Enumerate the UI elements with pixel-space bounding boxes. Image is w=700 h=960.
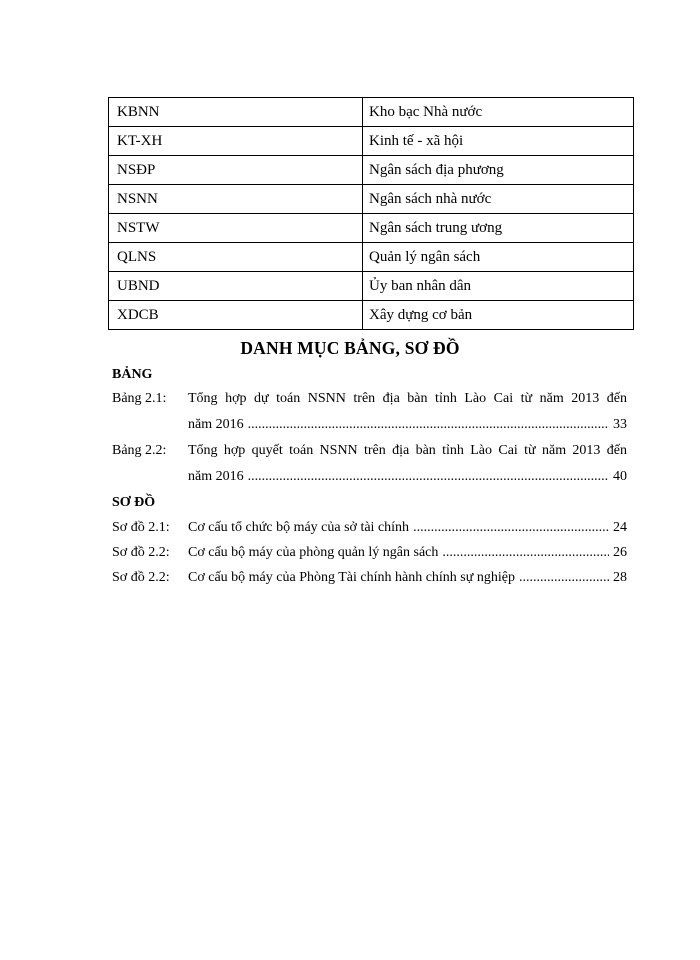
- abbreviation-code: NSĐP: [109, 156, 363, 185]
- abbreviation-code: NSTW: [109, 214, 363, 243]
- toc-leader-dots: [442, 545, 609, 561]
- toc-leader-dots: [413, 520, 609, 536]
- table-row: [109, 214, 634, 243]
- table-row: [109, 98, 634, 127]
- abbreviation-meaning: Xây dựng cơ bản: [363, 301, 634, 330]
- table-row: [109, 301, 634, 330]
- table-row: [109, 156, 634, 185]
- toc-leader-dots: [248, 417, 609, 433]
- abbreviation-code: NSNN: [109, 185, 363, 214]
- toc-entry-label: Sơ đồ 2.2:: [112, 545, 170, 560]
- section-label-tables: BẢNG: [112, 367, 153, 382]
- toc-page-number: 28: [613, 570, 627, 585]
- table-row: [109, 127, 634, 156]
- toc-leader-dots: [248, 469, 609, 485]
- toc-entry-title: Cơ cấu bộ máy của Phòng Tài chính hành chính sự nghiệp: [188, 570, 515, 585]
- toc-entry-label: Sơ đồ 2.1:: [112, 520, 170, 535]
- toc-entry-label: Bảng 2.2:: [112, 443, 167, 458]
- page-heading: DANH MỤC BẢNG, SƠ ĐỒ: [240, 338, 460, 358]
- abbreviation-meaning: Ủy ban nhân dân: [363, 272, 634, 301]
- abbreviation-table: [108, 97, 634, 330]
- toc-entry-label: Bảng 2.1:: [112, 391, 167, 406]
- toc-entry-title: Cơ cấu bộ máy của phòng quản lý ngân sách: [188, 545, 439, 560]
- toc-entry-title-line: năm 2016: [188, 469, 244, 484]
- section-label-diagrams: SƠ ĐỒ: [112, 495, 156, 510]
- abbreviation-code: KBNN: [109, 98, 363, 127]
- toc-entry-label: Sơ đồ 2.2:: [112, 570, 170, 585]
- abbreviation-meaning: Quản lý ngân sách: [363, 243, 634, 272]
- abbreviation-meaning: Ngân sách nhà nước: [363, 185, 634, 214]
- abbreviation-meaning: Ngân sách địa phương: [363, 156, 634, 185]
- table-row: [109, 185, 634, 214]
- toc-leader-dots: [519, 570, 609, 586]
- abbreviation-meaning: Kho bạc Nhà nước: [363, 98, 634, 127]
- toc-page-number: 40: [613, 469, 627, 484]
- toc-page-number: 33: [613, 417, 627, 432]
- toc-page-number: 26: [613, 545, 627, 560]
- table-row: [109, 243, 634, 272]
- abbreviation-code: UBND: [109, 272, 363, 301]
- toc-entry-title-line: năm 2016: [188, 417, 244, 432]
- toc-entry-title: Cơ cấu tổ chức bộ máy của sở tài chính: [188, 520, 410, 535]
- abbreviation-code: QLNS: [109, 243, 363, 272]
- table-row: [109, 272, 634, 301]
- abbreviation-code: XDCB: [109, 301, 363, 330]
- toc-page-number: 24: [613, 520, 627, 535]
- toc-entry-title-line: Tổng hợp quyết toán NSNN trên địa bàn tỉnh Lào Cai từ năm 2013 đến: [188, 443, 627, 458]
- abbreviation-meaning: Kinh tế - xã hội: [363, 127, 634, 156]
- abbreviation-meaning: Ngân sách trung ương: [363, 214, 634, 243]
- toc-entry-title-line: Tổng hợp dự toán NSNN trên địa bàn tỉnh Lào Cai từ năm 2013 đến: [188, 391, 627, 406]
- abbreviation-code: KT-XH: [109, 127, 363, 156]
